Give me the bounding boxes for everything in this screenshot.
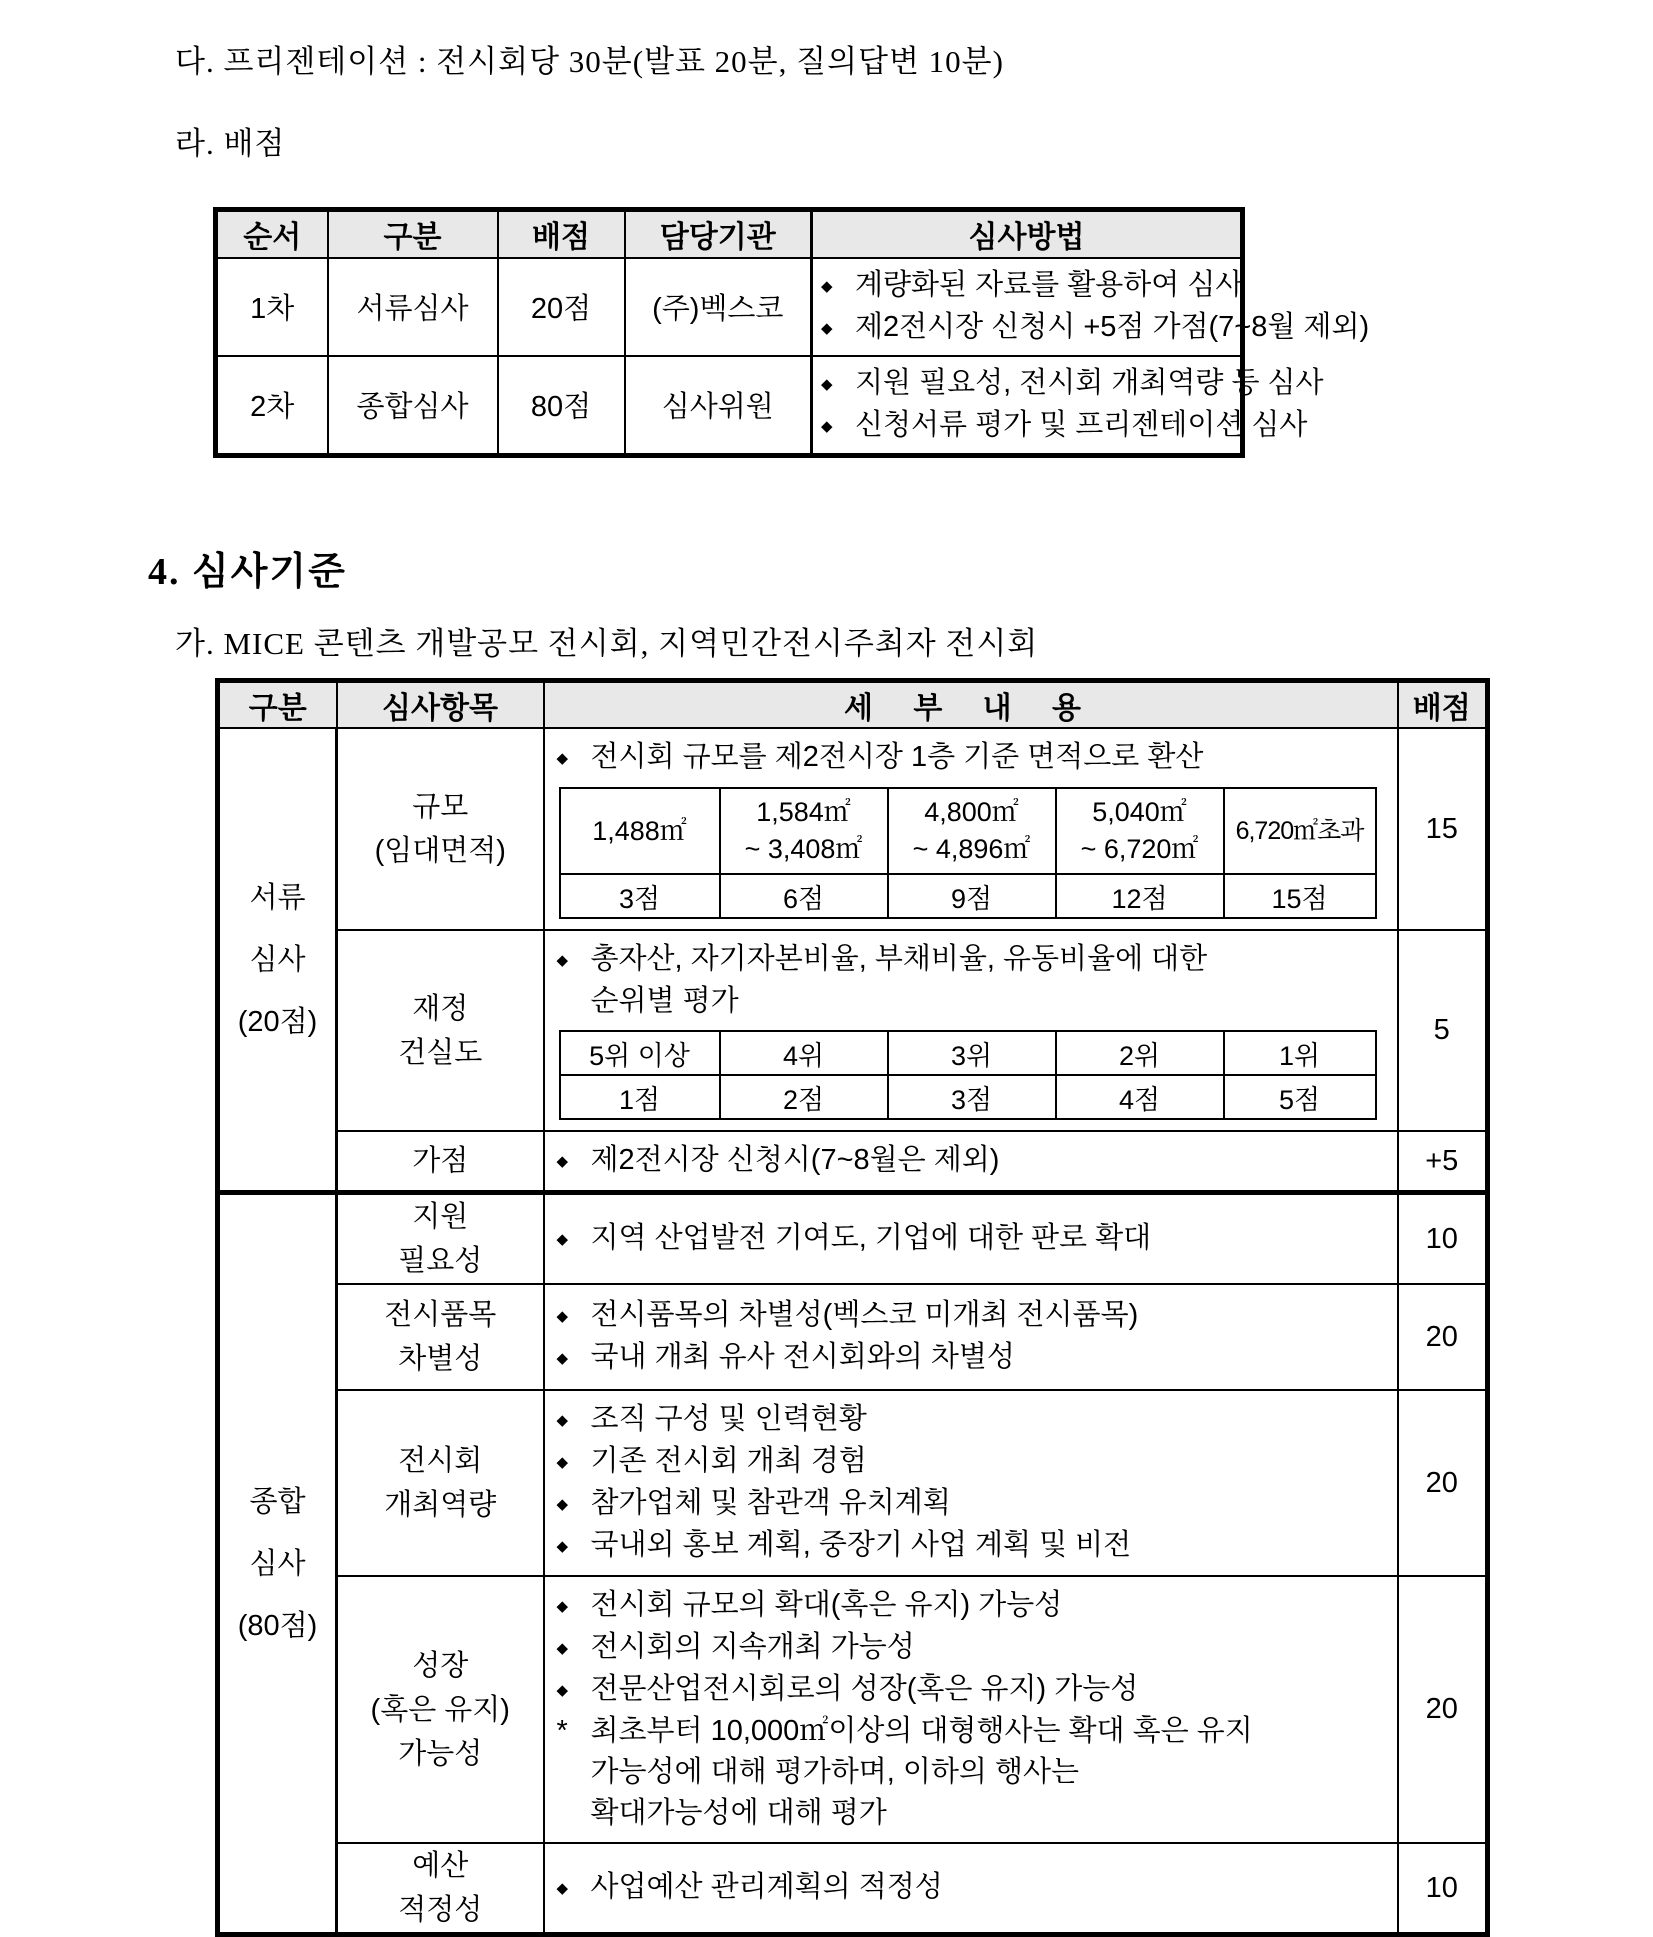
t1-category-cell: 서류심사 [328,258,498,356]
range-value: 1,584㎡ [756,797,851,827]
criteria-item-line: 재정 [412,992,469,1025]
table-row [216,356,1243,456]
row-scale [218,728,1488,930]
t1-seq-cell: 2차 [216,356,328,456]
group-label-line: 종합 [249,1485,306,1518]
scale-score-row [560,874,1376,918]
criteria-item-growth [337,1576,544,1843]
group-docs-review [218,728,337,1193]
intro-line-mice: 가. MICE 콘텐츠 개발공모 전시회, 지역민간전시주최자 전시회 [175,626,1039,661]
rank-cell: 1위 [1224,1031,1376,1075]
method-text: 제2전시장 신청시 +5점 가점(7~8월 제외) [855,310,1370,343]
score-cell: 4점 [1056,1075,1224,1119]
group-label-line: (80점) [237,1609,318,1642]
t1-methods-cell [812,258,1370,356]
detail-item [557,1627,1385,1669]
range-value: ~ 6,720㎡ [1080,834,1199,864]
bullet-diamond-icon: ◆ [556,1153,569,1170]
range-value: ~ 4,896㎡ [912,834,1031,864]
method-item [821,363,1324,405]
detail-item [557,1441,1385,1483]
range-value: ~ 3,408㎡ [744,834,863,864]
detail-text: 사업예산 관리계획의 적정성 [590,1871,943,1903]
criteria-item-line: 가능성 [398,1737,483,1770]
finance-score-row [560,1075,1376,1119]
score-cell: 12점 [1056,874,1224,918]
t2-header-group: 구분 [218,681,337,729]
group-label-line: 심사 [249,1547,306,1580]
bullet-diamond-icon: ◆ [556,1308,569,1325]
finance-rank-row [560,1031,1376,1075]
t2-header-detail: 세 부 내 용 [544,681,1398,729]
range-cell [1224,788,1376,874]
detail-item-continued: 순위별 평가 [590,985,739,1017]
detail-item [557,939,1385,981]
finance-rank-grid [559,1030,1377,1120]
t1-header-category: 구분 [328,210,498,258]
method-text: 지원 필요성, 전시회 개최역량 등 심사 [855,366,1324,399]
detail-item [557,1218,1385,1260]
bullet-diamond-icon: ◆ [556,1231,569,1248]
detail-text: 국내외 홍보 계획, 중장기 사업 계획 및 비전 [590,1529,1132,1561]
t1-header-method: 심사방법 [812,210,1243,258]
rank-cell: 3위 [888,1031,1056,1075]
t1-header-points: 배점 [498,210,625,258]
evaluation-criteria-table [215,678,1490,1937]
detail-text: 국내 개최 유사 전시회와의 차별성 [590,1341,1015,1373]
criteria-item-need [337,1193,544,1285]
bullet-diamond-icon: ◆ [821,417,833,435]
bullet-diamond-icon: ◆ [556,1682,569,1699]
t2-header-row [218,681,1488,729]
detail-text: 전시회 규모의 확대(혹은 유지) 가능성 [590,1589,1063,1621]
method-item [821,405,1308,447]
criteria-item-line: 전시품목 [384,1299,497,1331]
points-cell: 20 [1398,1576,1488,1843]
section-title: 4. 심사기준 [148,551,347,593]
criteria-item-scale [337,728,544,930]
detail-text: 총자산, 자기자본비율, 부채비율, 유동비율에 대한 [590,943,1208,975]
range-cell [888,788,1056,874]
bullet-diamond-icon: ◆ [556,1412,569,1429]
detail-text: 지역 산업발전 기여도, 기업에 대한 판로 확대 [590,1222,1152,1254]
group-label-line: 서류 [249,881,306,914]
detail-note-continued: 확대가능성에 대해 평가 [590,1797,887,1829]
rank-cell: 4위 [720,1031,888,1075]
criteria-item-line: 지원 [412,1201,469,1233]
criteria-item-line: 차별성 [398,1343,483,1375]
criteria-item-line: 예산 [412,1850,469,1882]
points-cell: 15 [1398,728,1488,930]
score-cell: 15점 [1224,874,1376,918]
bullet-diamond-icon: ◆ [556,1350,569,1367]
bullet-diamond-icon: ◆ [821,319,833,337]
points-cell: 20 [1398,1390,1488,1576]
points-cell: 5 [1398,930,1488,1131]
detail-text: 조직 구성 및 인력현황 [590,1403,867,1435]
detail-note-continued: 가능성에 대해 평가하며, 이하의 행사는 [590,1756,1080,1788]
criteria-item-line: 개최역량 [384,1489,497,1521]
bullet-diamond-icon: ◆ [821,277,833,295]
method-text: 계량화된 자료를 활용하여 심사 [855,268,1244,301]
score-cell: 1점 [560,1075,720,1119]
row-item-differentiation [218,1284,1488,1390]
criteria-item-line: (임대면적) [374,835,506,867]
detail-item [557,1483,1385,1525]
range-value: 6,720㎡초과 [1235,816,1364,845]
detail-item [557,1669,1385,1711]
score-cell: 6점 [720,874,888,918]
detail-item [557,1337,1385,1379]
row-budget-adequacy [218,1843,1488,1935]
rank-cell: 2위 [1056,1031,1224,1075]
score-cell: 9점 [888,874,1056,918]
criteria-item-capability [337,1390,544,1576]
score-cell: 3점 [560,874,720,918]
range-value: 1,488㎡ [592,815,687,846]
budget-detail-cell [544,1843,1398,1935]
differentiation-detail-cell [544,1284,1398,1390]
bullet-diamond-icon: ◆ [556,1640,569,1657]
score-cell: 3점 [888,1075,1056,1119]
bullet-diamond-icon: ◆ [821,375,833,393]
finance-detail-cell [544,930,1398,1131]
criteria-item-line: 건실도 [398,1036,483,1069]
evaluation-process-table [213,207,1370,458]
t1-agency-cell: 심사위원 [625,356,812,456]
detail-item [557,1140,1385,1182]
need-detail-cell [544,1193,1398,1285]
table-row [216,258,1243,356]
bullet-diamond-icon: ◆ [556,1880,569,1897]
detail-text: 전시품목의 차별성(벡스코 미개최 전시품목) [590,1299,1139,1331]
bullet-diamond-icon: ◆ [556,1538,569,1555]
rank-cell: 5위 이상 [560,1031,720,1075]
note-text: 최초부터 10,000㎡이상의 대형행사는 확대 혹은 유지 [590,1715,1253,1747]
scale-score-grid [559,787,1377,919]
points-cell: 20 [1398,1284,1488,1390]
criteria-item-line: (혹은 유지) [370,1693,510,1726]
t1-points-cell: 20점 [498,258,625,356]
t1-methods-cell [812,356,1324,456]
score-cell: 5점 [1224,1075,1376,1119]
detail-text: 전시회의 지속개최 가능성 [590,1631,915,1663]
intro-line-presentation: 다. 프리젠테이션 : 전시회당 30분(발표 20분, 질의답변 10분) [175,44,1004,79]
capability-detail-cell [544,1390,1398,1576]
points-cell: 10 [1398,1193,1488,1285]
criteria-item-line: 필요성 [398,1245,483,1277]
t2-header-item: 심사항목 [337,681,544,729]
row-bonus [218,1131,1488,1193]
t2-header-points: 배점 [1398,681,1488,729]
bullet-diamond-icon: ◆ [556,1598,569,1615]
t1-seq-cell: 1차 [216,258,328,356]
criteria-item-line: 전시회 [398,1445,483,1477]
range-cell [720,788,888,874]
t1-category-cell: 종합심사 [328,356,498,456]
bullet-diamond-icon: ◆ [556,952,569,969]
method-item [821,307,1370,349]
detail-item [557,737,1385,779]
method-item [821,265,1244,307]
criteria-item-budget [337,1843,544,1935]
criteria-item-bonus: 가점 [337,1131,544,1193]
detail-text: 전시회 규모를 제2전시장 1층 기준 면적으로 환산 [590,741,1204,773]
criteria-item-differentiation [337,1284,544,1390]
method-text: 신청서류 평가 및 프리젠테이션 심사 [855,408,1308,441]
detail-note [557,1711,1385,1752]
t1-header-agency: 담당기관 [625,210,812,258]
scale-range-row [560,788,1376,874]
criteria-item-finance [337,930,544,1131]
detail-text: 전문산업전시회로의 성장(혹은 유지) 가능성 [590,1673,1139,1705]
growth-detail-cell [544,1576,1398,1843]
detail-item [557,1399,1385,1441]
t1-points-cell: 80점 [498,356,625,456]
bullet-diamond-icon: ◆ [556,750,569,767]
detail-item [557,1585,1385,1627]
intro-line-scoring: 라. 배점 [175,126,286,161]
points-cell: +5 [1398,1131,1488,1193]
criteria-item-line: 규모 [412,791,469,823]
group-label-line: 심사 [249,943,306,976]
bonus-detail-cell [544,1131,1398,1193]
range-cell [560,788,720,874]
t1-header-seq: 순서 [216,210,328,258]
detail-item [557,1867,1385,1909]
row-growth-potential [218,1576,1488,1843]
detail-text: 기존 전시회 개최 경험 [590,1445,867,1477]
group-label-line: (20점) [237,1005,318,1038]
detail-text: 제2전시장 신청시(7~8월은 제외) [590,1144,1000,1176]
t1-header-row [216,210,1243,258]
score-cell: 2점 [720,1075,888,1119]
row-hosting-capability [218,1390,1488,1576]
group-comprehensive-review [218,1193,337,1935]
detail-text: 참가업체 및 참관객 유치계획 [590,1487,951,1519]
scale-detail-cell [544,728,1398,930]
t1-agency-cell: (주)벡스코 [625,258,812,356]
asterisk-icon: * [556,1715,568,1747]
range-value: 4,800㎡ [924,797,1019,827]
bullet-diamond-icon: ◆ [556,1496,569,1513]
criteria-item-line: 성장 [412,1649,469,1682]
row-support-need [218,1193,1488,1285]
points-cell: 10 [1398,1843,1488,1935]
detail-item [557,1525,1385,1567]
criteria-item-line: 적정성 [398,1894,483,1926]
range-value: 5,040㎡ [1092,797,1187,827]
row-finance [218,930,1488,1131]
bullet-diamond-icon: ◆ [556,1454,569,1471]
detail-item [557,1295,1385,1337]
range-cell [1056,788,1224,874]
